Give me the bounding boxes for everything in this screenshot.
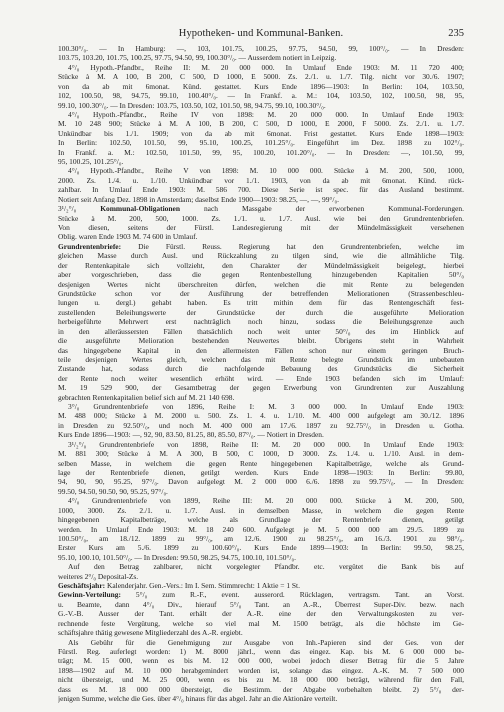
text-line: Grundstücke schon vor der Ausführung der betreffenden Meliorationen (Strassenbeschleu- bbox=[58, 288, 464, 298]
text-line: lungen u. dergl.) gehabt haben. Es tritt mithin dem für das Rentengeschäft fest- bbox=[58, 298, 464, 308]
text-line: Grundrentenbriefe: Die Fürstl. Reuss. Regierung hat den Grundrentenbriefen, welche im bbox=[58, 241, 464, 251]
text-line: der Rentenkapitale sich vollzieht, den Charakter der Mündelmässigkeit beigelegt, hierbei bbox=[58, 260, 464, 270]
text-line: 4°/₀ Hypoth.-Pfandbr., Reihe IV von 1898: M. 20 000 000. In Umlauf Ende 1903: bbox=[68, 109, 464, 119]
text-line: aber vorgeschrieben, dass die gegen Rentenbestellung hinzugebenden Kapitalien 50°/₀ bbox=[58, 270, 464, 280]
text-line: zustellenden Beleihungswerte der Grundstücke der durch die ausgeführte Melioration bbox=[58, 307, 464, 317]
page-number: 235 bbox=[448, 28, 464, 39]
text-line: hingegebenen Kapitalbeträge, welche als Grundlage der Rentenbriefe dienen, getilgt bbox=[58, 515, 464, 525]
text-line: Von diesen, seitens der Fürstl. Landesregierung mit der Mündelmässigkeit versehenen bbox=[58, 223, 464, 233]
text-line: 95.10, 100.10, 101.50°/₀. — In Dresden: 99.50, 98.25, 94.75, 100.10, 101.50°/₀. bbox=[58, 552, 296, 562]
text-line: u. Beamte, dann 4°/₀ Div., hierauf 5°/₀ Tant. an A.-R., Überrest Super-Div. bezw. nach bbox=[58, 599, 464, 609]
text-line: Stücke à M. 200, 500, 1000. Zs. 1./1. u. 1./7. Ausl. wie bei den Grundrentenbriefen. bbox=[58, 213, 464, 223]
text-line: Erster Kurs am 5./6. 1899 zu 100.60°/₀. Kurs Ende 1899—1903: In Berlin: 99.50, 98.25, bbox=[58, 543, 464, 553]
page-header bbox=[58, 28, 464, 40]
text-line: Kurs Ende 1896—1903: —, 92, 90, 83.50, 81.25, 80, 85.50, 87°/₀. — Notiert in Dresden. bbox=[58, 430, 324, 440]
running-title: Hypotheken- und Kommunal-Banken. bbox=[178, 28, 344, 39]
text-line: 3°/₀ Grundrentenbriefe von 1896, Reihe I: M. 3 000 000. In Umlauf Ende 1903: bbox=[68, 402, 464, 412]
text-line: M. 488 000; Stücke à M. 2000 u. 500. Zs. 1. 4. u. 1./10. M. 400 000 aufgelegt am 30./12. 1896 bbox=[58, 411, 464, 421]
text-line: Oblig. waren Ende 1903 M. 74 600 in Umlauf. bbox=[58, 232, 198, 242]
text-line: Stücke à M. A 100, B 200, C 500, D 1000, E 5000. Zs. 2./1. u. 1./7. Tilg. nicht vor 30./6. 1907; bbox=[58, 72, 464, 82]
text-line: teile desjenigen Wertes gleich, welchen das mit Rente belegte Grundstück im unbebauten bbox=[58, 354, 464, 364]
text-line: der Rente noch weiter wesentlich erhöht wird. — Ende 1903 befanden sich im Umlauf: bbox=[58, 373, 464, 383]
text-line: 99.50, 94.50, 90.50, 90, 95.25, 97°/₀. bbox=[58, 486, 168, 496]
text-line: 3¹/₂°/₀ Grundrentenbriefe von 1898, Reihe II: M. 20 000 000. In Umlauf Ende 1903: bbox=[68, 439, 464, 449]
section-heading: Kommunal-Obligationen bbox=[100, 204, 180, 214]
text-line: zahlbar. In Umlauf Ende 1903: M. 586 700. Diese Serie ist spec. für das Ausland bestimmt. bbox=[58, 185, 464, 195]
text-line: 4°/₀ Hypoth.-Pfandbr., Reihe V von 1898: M. 10 000 000. Stücke à M. 200, 500, 1000, bbox=[68, 166, 464, 176]
page-body bbox=[58, 44, 464, 708]
text-line: dass es M. 18 000 000 übersteigt, die Bestimm. der Abgabe vorbehalten bleibt. 2) 5°/₀ der- bbox=[58, 684, 464, 694]
text-line: 100.30°/₀. — In Hamburg: —, 103, 101.75, 100.25, 97.75, 94.50, 99, 100°/₀. — In Dresden: bbox=[58, 44, 464, 53]
text-line: Geschäftsjahr: Kalenderjahr. Gen.-Vers.: Im I. Sem. Stimmrecht: 1 Aktie = 1 St. bbox=[58, 581, 300, 591]
text-line: desjenigen Wertes nicht überschreiten dürfen, welchen die mit Rente zu belegenden bbox=[58, 279, 464, 289]
text-line: 99.10, 100.30°/₀. — In Dresden: 103.75, 103.50, 102, 101.50, 98, 94.75, 99.10, 100.30°/₀. bbox=[58, 100, 326, 110]
text-line: M. 10 248 900; Stücke à M. A 100, B 200, C 500, D 1000, E 2000, F 5000. Zs. 2./1. u. 1./7. bbox=[58, 119, 464, 129]
text-line: 1898—1902 auf M. 10 000 herabgemindert worden ist, solange das eingez. A.-K. M. 7 500 000 bbox=[58, 665, 464, 675]
text-line: die ausgeführte Melioration bestehenden Neuwertes bleibt. Übrigens steht in Wahrheit bbox=[58, 336, 464, 346]
text-line: jenigen Summe, welche die Ges. über 4°/₀ hinaus für das abgel. Jahr an die Aktionäre verteilt. bbox=[58, 694, 338, 704]
text-line: Als Gebühr für die Genehmigung zur Ausgabe von Inh.-Papieren sind der Ges. von der bbox=[68, 637, 464, 647]
text-line: 3¹/₂°/₀ Kommunal-Obligationen nach Massgabe der erworbenen Kommunal-Forderungen. bbox=[58, 204, 464, 214]
text-line: 100.50°/₀, am 18./12. 1899 zu 99°/₀, am 12./6. 1900 zu 98.25°/₀, am 16./3. 1901 zu 98°/₀. bbox=[58, 533, 464, 543]
text-line: weiteres 2°/₀ Deposital-Zs. bbox=[58, 571, 139, 581]
text-line: In Frankf. a. M.: 102.50, 101.50, 99, 95, 100.20, 101.20°/₀. — In Dresden: —, 101.50, 99, bbox=[58, 147, 464, 157]
text-line: herbeigeführte Mehrwert erst nachträglich noch hinzu, sodass die Beleihungsgrenze auch bbox=[58, 317, 464, 327]
text-line: schäftsjahre thätig gewesene Mitgliederzahl des A.-R. ergiebt. bbox=[58, 628, 243, 638]
text-line: von da ab mit 6monat. Künd. gestattet. Kurs Ende 1896—1903: In Berlin: 104, 103.50, bbox=[58, 81, 464, 91]
text-line: werden. In Umlauf Ende 1903: M. 18 240 600. Aufgelegt je M. 5 000 000 am 29./5. 1899 zu bbox=[58, 524, 464, 534]
text-line: G.-V.-B. Ausser der Tant. erhält der A.-R. eine der den Verwaltungskosten zu ver- bbox=[58, 609, 464, 619]
text-line: 102, 100.50, 98, 94.75, 99.10, 100.40°/₀. — In Frankf. a. M.: 104, 103.50, 102, 100.50, 98, 95, bbox=[58, 91, 464, 101]
text-line: 95, 100.25, 101.25°/₀. bbox=[58, 157, 124, 167]
text-line: In Berlin: 102.50, 101.50, 99, 95.10, 100.25, 101.25°/₀. Eingeführt im Dez. 1898 zu 102°/₀. bbox=[58, 138, 464, 148]
text-line: Notiert seit Anfang Dez. 1898 in Amsterdam; daselbst Ende 1900—1903: 98.25, —, —, 99°/₀. bbox=[58, 194, 339, 204]
text-line: 4°/₀ Hypoth.-Pfandbr., Reihe II: M. 20 000 000. In Umlauf Ende 1903: M. 11 720 400; bbox=[68, 62, 464, 72]
text-line: Unkündbar bis 1./1. 1909; von da ab mit 6monat. Frist gestattet. Kurs Ende 1898—1903: bbox=[58, 128, 464, 138]
text-line: M. 881 300; Stücke à M. A 300, B 500, C 1000, D 3000. Zs. 1./4. u. 1./10. Ausl. in dem- bbox=[58, 449, 464, 459]
section-heading: Grundrentenbriefe: bbox=[58, 241, 122, 251]
text-line: rechnende feste Vergütung, welche so viel mal M. 1500 beträgt, als die höchste im Ge- bbox=[58, 618, 464, 628]
text-line: Gewinn-Verteilung: 5°/₀ zum R.-F., event. ausserord. Rücklagen, vertragsm. Tant. an Vorst. bbox=[58, 590, 464, 600]
text-line: 4°/₀ Grundrentenbriefe von 1899, Reihe III: M. 20 000 000. Stücke à M. 200, 500, bbox=[68, 496, 464, 506]
text-line: lage der Rentenbriefe dienen, getilgt werden. Kurs Ende 1898—1903: In Berlin: 99.80, bbox=[58, 467, 464, 477]
text-line: in Dresden zu 92.50°/₀, und noch M. 400 000 am 17./6. 1897 zu 92.75°/₀ in Dresden u. Gotha. bbox=[58, 420, 464, 430]
text-line: gleichen Masse durch Ausl. und Rückzahlung zu tilgen sind, wie die allmähliche Tilg. bbox=[58, 251, 464, 261]
text-line: nicht übersteigt, und M. 25 000, wenn es bis zu M. 18 000 000 beträgt, während für den Fall, bbox=[58, 675, 464, 685]
text-line: das hingegebene Kapital in den allermeisten Fällen schon nur einem geringen Bruch- bbox=[58, 345, 464, 355]
text-line: gebrachten Rentenkapitalien belief sich auf M. 21 140 698. bbox=[58, 392, 235, 402]
text-line: 103.75, 103.20, 101.75, 100.25, 97.75, 94.50, 99, 100.30°/₀. — Ausserdem notiert in Leipzig. bbox=[58, 53, 337, 63]
text-line: 94, 90, 90, 95.25, 97°/₀. Davon aufgelegt M. 2 000 000 6./6. 1898 zu 99.75°/₀. — In Dresden: bbox=[58, 477, 464, 487]
section-heading: Gewinn-Verteilung: bbox=[58, 590, 121, 600]
text-line: M. 19 529 900, der Gesamtbetrag der gegen Erwerbung von Grundrenten zur Auszahlung bbox=[58, 383, 464, 393]
text-line: 1000, 3000. Zs. 2./1. u. 1./7. Ausl. in demselben Masse, in welchem die gegen Rente bbox=[58, 505, 464, 515]
text-line: Auf den Betrag zahlbarer, nicht vorgelegter Pfandbr. etc. vergütet die Bank bis auf bbox=[68, 562, 464, 572]
section-heading: Geschäftsjahr: bbox=[58, 581, 106, 591]
text-line: trägt; M. 15 000, wenn es bis M. 12 000 000, wobei jedoch dieser Betrag für die 5 Jahre bbox=[58, 656, 464, 666]
text-line: 2000. Zs. 1./4. u. 1./10. Unkündbar vor 1./1. 1903, von da ab mit 6monat. Künd. rück- bbox=[58, 175, 464, 185]
text-line: in den alleräussersten Fällen thatsächlich noch weit unter 50°/₀ des im Hinblick auf bbox=[58, 326, 464, 336]
text-line: Fürstl. Reg. auferlegt worden: 1) M. 8000 jährl., wenn das eingez. Kap. bis M. 6 000 000 be- bbox=[58, 647, 464, 656]
text-line: selben Masse, in welchem die gegen Rente hingegebenen Kapitalbeträge, welche als Grund- bbox=[58, 458, 464, 468]
text-line: Zustande hat, sodass durch die nachfolgende Bebauung des Grundstücks die Sicherheit bbox=[58, 364, 464, 374]
